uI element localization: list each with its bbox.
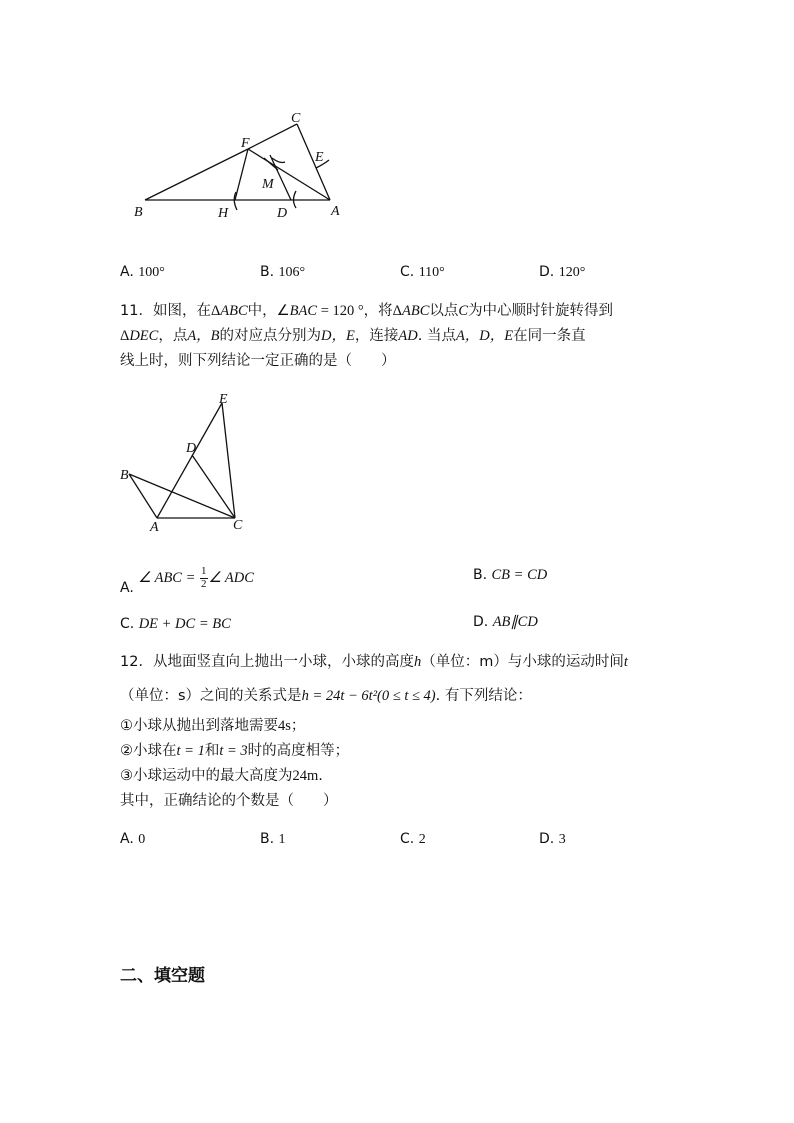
segment-CA <box>297 124 330 200</box>
label-E: E <box>219 392 228 407</box>
label-A: A <box>150 520 159 535</box>
q12-conclusion-2: ②小球在t = 1和t = 3时的高度相等； <box>120 743 350 759</box>
label-H: H <box>218 206 229 221</box>
fraction-one-half: $\frac{1}{2}$ <box>201 565 207 590</box>
q10-option-c: C. 110° <box>400 264 445 280</box>
q12-option-d: D. 3 <box>539 831 566 847</box>
label-M: M <box>262 177 274 192</box>
segment-BC <box>129 474 235 518</box>
label-F: F <box>241 136 250 151</box>
q12-question: 其中，正确结论的个数是（ ） <box>120 793 338 809</box>
q12-formula: h = 24t − 6t²(0 ≤ t ≤ 4) <box>301 688 436 704</box>
label-E: E <box>315 150 324 165</box>
segment-FH <box>235 149 248 200</box>
q12-conclusion-1: ①小球从抛出到落地需要4s； <box>120 718 306 734</box>
q11-line-3: 线上时，则下列结论一定正确的是（ ） <box>120 353 396 369</box>
arc-mark-M1 <box>264 158 278 170</box>
q12-line-2: （单位：s）之间的关系式是h = 24t − 6t²(0 ≤ t ≤ 4). 有下列结论： <box>120 688 532 704</box>
q10-option-d: D. 120° <box>539 264 586 280</box>
q11-option-b: B. CB = CD <box>473 567 548 583</box>
label-C: C <box>233 518 243 533</box>
q11-option-d: D. AB∥CD <box>473 614 538 630</box>
arc-mark-M2 <box>272 158 285 163</box>
label-B: B <box>120 468 129 483</box>
q11-line-1: 11．如图，在ΔABC中，∠BAC = 120 °，将ΔABC以点C为中心顺时针旋转得到 <box>120 303 614 319</box>
segment-BC <box>145 149 248 200</box>
q10-option-b: B. 106° <box>260 264 306 280</box>
segment-FC <box>248 124 297 149</box>
q11-line-2: ΔDEC，点A，B的对应点分别为D，E，连接AD. 当点A，D，E在同一条直 <box>120 328 586 344</box>
q12-line-1: 12．从地面竖直向上抛出一小球，小球的高度h（单位：m）与小球的运动时间t <box>120 654 628 670</box>
q11-option-a: A. ∠ ABC = $\frac{1}{2}$ ∠ ADC <box>120 565 254 597</box>
q10-option-a: A. 100° <box>120 264 165 280</box>
segment-AE <box>157 403 222 518</box>
label-D: D <box>277 206 288 221</box>
q12-option-c: C. 2 <box>400 831 426 847</box>
section-heading-fill-in: 二、填空题 <box>120 966 205 986</box>
figure-q11 <box>110 385 270 535</box>
q11-option-c: C. DE + DC = BC <box>120 616 231 632</box>
q12-conclusion-3: ③小球运动中的最大高度为24m. <box>120 768 323 784</box>
q12-option-a: A. 0 <box>120 831 146 847</box>
figure-q10 <box>120 100 370 230</box>
label-C: C <box>291 111 301 126</box>
label-B: B <box>134 205 143 220</box>
segment-BA <box>129 474 157 518</box>
label-A: A <box>331 204 340 219</box>
label-D: D <box>186 441 197 456</box>
q12-option-b: B. 1 <box>260 831 286 847</box>
